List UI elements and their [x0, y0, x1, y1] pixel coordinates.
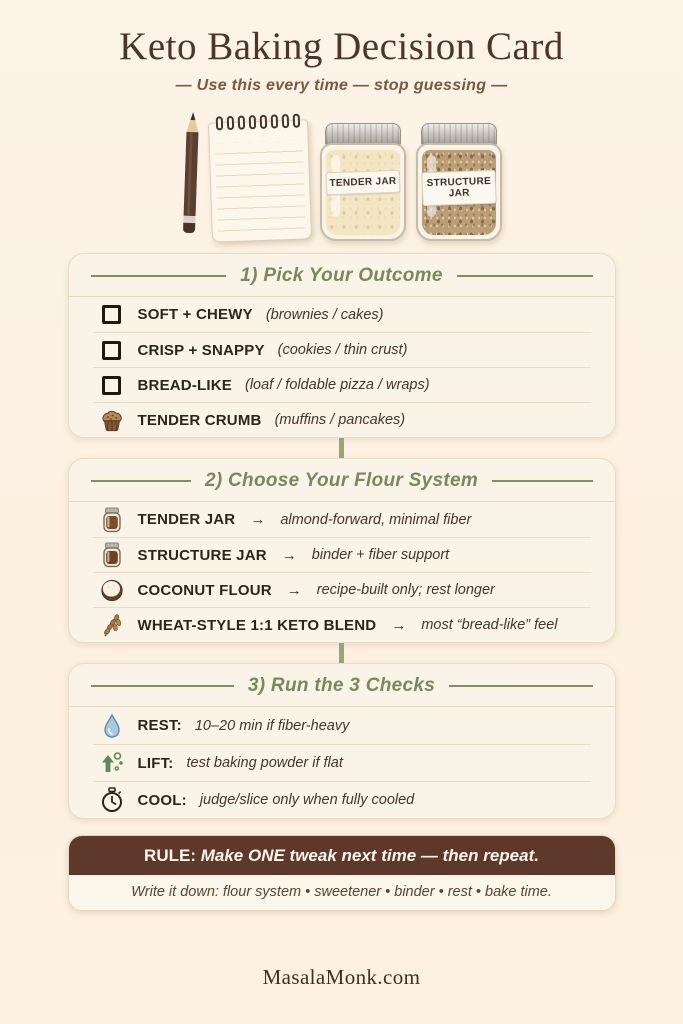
- notepad-icon: [207, 119, 311, 242]
- rule-label: RULE:: [144, 846, 196, 865]
- row-label: TENDER JAR: [137, 511, 236, 528]
- tender-jar-illustration: [320, 123, 406, 241]
- row-label: REST:: [137, 717, 182, 734]
- rule-banner: [69, 836, 615, 875]
- arrow-glyph: →: [281, 546, 297, 564]
- illustration: [0, 109, 683, 241]
- row-label: LIFT:: [137, 754, 174, 772]
- checkbox-icon[interactable]: [99, 376, 125, 395]
- row-detail: (loaf / foldable pizza / wraps): [245, 377, 430, 393]
- site-footer: MasalaMonk.com: [262, 965, 421, 989]
- section-header: [69, 459, 615, 502]
- jar-lid: [325, 123, 401, 145]
- jar-icon: [99, 542, 125, 568]
- row-label: CRISP + SNAPPY: [137, 341, 265, 359]
- pencil-icon: [179, 110, 201, 240]
- section-header: [69, 664, 615, 707]
- row-label: TENDER CRUMB: [137, 411, 262, 429]
- rule-note: Write it down: flour system • sweetener • binder • rest • bake time.: [69, 875, 615, 910]
- wheat-icon: [99, 612, 125, 638]
- row-detail: binder + fiber support: [311, 547, 450, 563]
- timer-icon: [99, 787, 125, 813]
- jar-label: TENDER JAR: [325, 170, 400, 196]
- section-card-three-checks: [68, 663, 616, 819]
- checkbox-icon[interactable]: [99, 341, 125, 360]
- page-title: Keto Baking Decision Card: [119, 25, 564, 68]
- flow-connector: [339, 438, 344, 458]
- flour-row-keto-blend: [93, 607, 591, 642]
- arrow-glyph: →: [391, 616, 407, 634]
- outcome-row-soft-chewy: [93, 297, 591, 332]
- rule-text: Make ONE tweak next time — then repeat.: [200, 846, 539, 865]
- section-title: 2) Choose Your Flour System: [204, 470, 479, 491]
- flour-row-structure-jar: [93, 537, 591, 572]
- section-card-flour-system: [68, 458, 616, 643]
- row-detail: test baking powder if flat: [186, 755, 343, 771]
- structure-jar-illustration: [416, 123, 502, 241]
- jar-icon: [99, 507, 125, 533]
- flow-connector: [339, 643, 344, 663]
- row-label: WHEAT-STYLE 1:1 KETO BLEND: [137, 616, 377, 634]
- spiral-binding: [215, 114, 299, 131]
- jar-lid: [421, 123, 497, 145]
- rule-card: [68, 835, 616, 911]
- section-title: 1) Pick Your Outcome: [240, 265, 443, 286]
- section-card-pick-outcome: [68, 253, 616, 438]
- lift-arrow-icon: [99, 750, 125, 776]
- check-row-rest: [93, 707, 591, 744]
- row-detail: 10–20 min if fiber-heavy: [194, 717, 350, 734]
- arrow-glyph: →: [250, 511, 266, 528]
- outcome-row-tender-crumb: [93, 402, 591, 437]
- flour-row-tender-jar: [93, 502, 591, 537]
- check-row-lift: [93, 744, 591, 781]
- row-label: COCONUT FLOUR: [137, 581, 272, 599]
- arrow-glyph: →: [286, 581, 302, 599]
- row-detail: almond-forward, minimal fiber: [280, 511, 472, 528]
- row-detail: judge/slice only when fully cooled: [199, 792, 415, 808]
- checkbox-icon[interactable]: [99, 305, 125, 324]
- row-detail: recipe-built only; rest longer: [316, 582, 495, 598]
- row-label: SOFT + CHEWY: [137, 306, 253, 323]
- muffin-icon: [99, 408, 125, 432]
- row-detail: (muffins / pancakes): [274, 412, 406, 428]
- check-row-cool: [93, 781, 591, 818]
- section-header: [69, 254, 615, 297]
- row-detail: (cookies / thin crust): [277, 342, 408, 358]
- ruled-lines: [214, 140, 305, 235]
- flour-row-coconut: [93, 572, 591, 607]
- row-label: STRUCTURE JAR: [137, 546, 267, 564]
- row-detail: (brownies / cakes): [265, 306, 384, 323]
- row-label: BREAD-LIKE: [137, 376, 232, 394]
- jar-label: STRUCTURE JAR: [421, 170, 496, 207]
- section-title: 3) Run the 3 Checks: [247, 675, 436, 696]
- row-label: COOL:: [137, 791, 187, 809]
- page-subtitle: — Use this every time — stop guessing —: [175, 77, 508, 94]
- coconut-icon: [99, 578, 125, 602]
- droplet-icon: [99, 713, 125, 739]
- row-detail: most “bread-like” feel: [421, 617, 558, 633]
- outcome-row-bread-like: [93, 367, 591, 402]
- outcome-row-crisp-snappy: [93, 332, 591, 367]
